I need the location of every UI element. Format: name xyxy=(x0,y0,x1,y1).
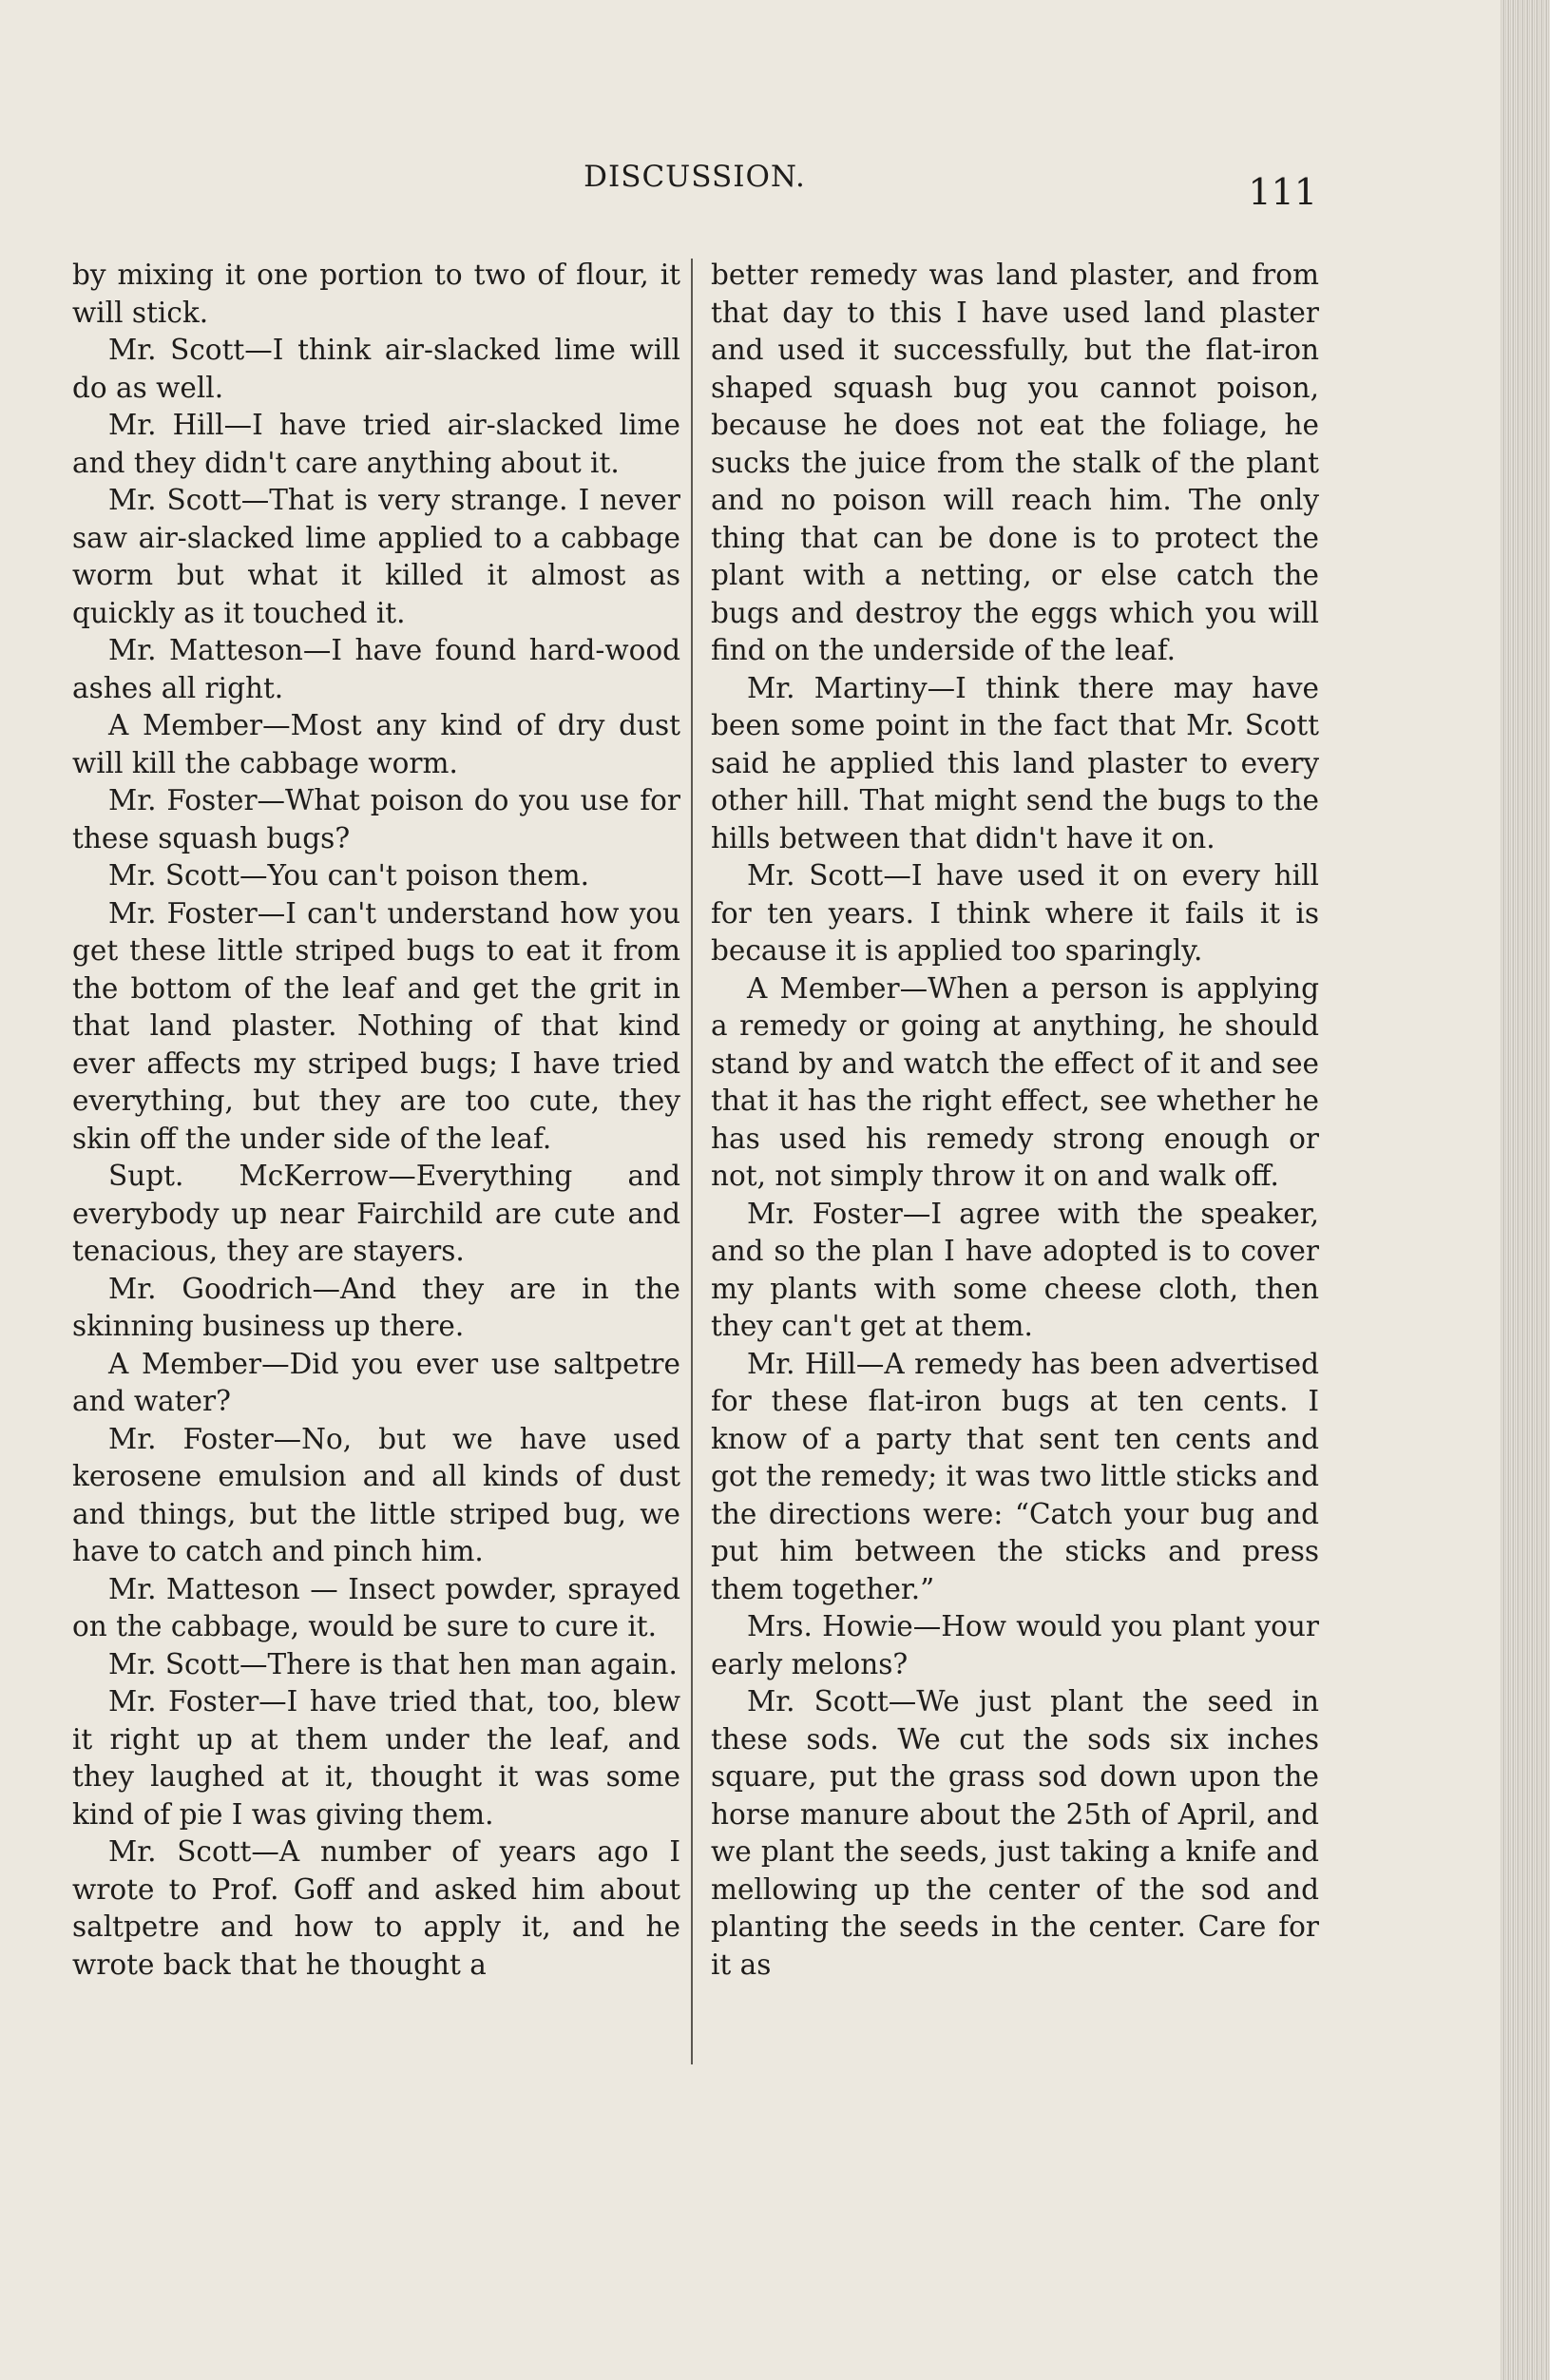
paragraph: Supt. McKerrow—Everything and everybody up near Fairchild are cute and tenacious, they are stayers. xyxy=(72,1160,680,1267)
paragraph: Mr. Scott—We just plant the seed in these sods. We cut the sods six inches square, put the grass sod down upon the horse manure about the 25th of April, and we plant the seeds, just taking a knife and mellowing up the center of the sod and planting the seeds in the center. Care for it as xyxy=(711,1685,1319,1981)
paragraph: Mr. Foster—I have tried that, too, blew it right up at them under the leaf, and they laughed at it, thought it was some kind of pie I was giving them. xyxy=(72,1685,680,1831)
paragraph: Mr. Scott—That is very strange. I never saw air-slacked lime applied to a cabbage worm but what it killed it almost as quickly as it touched it. xyxy=(72,484,680,629)
paragraph: Mr. Hill—I have tried air-slacked lime and they didn't care anything about it. xyxy=(72,409,680,479)
paragraph: Mr. Foster—What poison do you use for these squash bugs? xyxy=(72,784,680,854)
paragraph: Mrs. Howie—How would you plant your early melons? xyxy=(711,1610,1319,1680)
running-head: DISCUSSION. xyxy=(584,160,806,194)
paragraph: Mr. Matteson—I have found hard-wood ashes all right. xyxy=(72,634,680,704)
page-edge xyxy=(1501,0,1550,2380)
paragraph: Mr. Matteson — Insect powder, sprayed on the cabbage, would be sure to cure it. xyxy=(72,1572,680,1642)
paragraph: Mr. Foster—No, but we have used kerosene emulsion and all kinds of dust and things, but the little striped bug, we have to catch and pinch him. xyxy=(72,1422,680,1567)
paragraph: better remedy was land plaster, and from that day to this I have used land plaster and used it successfully, but the flat-iron shaped squash bug you cannot poison, because he does not eat the foliage, he sucks the juice from the stalk of the plant and no poison will reach him. The only thing that can be done is to protect the plant with a netting, or else catch the bugs and destroy the eggs which you will find on the underside of the leaf. xyxy=(711,259,1319,666)
paragraph: Mr. Foster—I agree with the speaker, and so the plan I have adopted is to cover my plants with some cheese cloth, then they can't get at them. xyxy=(711,1197,1319,1342)
paragraph: Mr. Foster—I can't understand how you get these little striped bugs to eat it from the bottom of the leaf and get the grit in that land plaster. Nothing of that kind ever affects my striped bugs; I have tried everything, but they are too cute, they skin off the under side of the leaf. xyxy=(72,896,680,1155)
paragraph: Mr. Goodrich—And they are in the skinning business up there. xyxy=(72,1272,680,1342)
page-number: 111 xyxy=(1248,171,1317,213)
paragraph: A Member—Most any kind of dry dust will kill the cabbage worm. xyxy=(72,709,680,779)
paragraph: Mr. Hill—A remedy has been advertised for these flat-iron bugs at ten cents. I know of a party that sent ten cents and got the remedy; it was two little sticks and the directions were: “Catch your bug and put him between the sticks and press them together.” xyxy=(711,1347,1319,1605)
left-column xyxy=(72,257,680,1984)
column-divider xyxy=(691,259,693,2064)
page-header xyxy=(72,160,1317,217)
paragraph: Mr. Scott—I think air-slacked lime will do as well. xyxy=(72,334,680,404)
paragraph: Mr. Scott—I have used it on every hill for ten years. I think where it fails it is because it is applied too sparingly. xyxy=(711,859,1319,967)
paragraph: Mr. Martiny—I think there may have been some point in the fact that Mr. Scott said he applied this land plaster to every other hill. That might send the bugs to the hills between that didn't have it on. xyxy=(711,671,1319,854)
right-column xyxy=(711,257,1319,1984)
paragraph: A Member—When a person is applying a remedy or going at anything, he should stand by and watch the effect of it and see that it has the right effect, see whether he has used his remedy strong enough or not, not simply throw it on and walk off. xyxy=(711,971,1319,1192)
paragraph: Mr. Scott—A number of years ago I wrote to Prof. Goff and asked him about saltpetre and how to apply it, and he wrote back that he thought a xyxy=(72,1835,680,1981)
paragraph: by mixing it one portion to two of flour, it will stick. xyxy=(72,259,680,329)
paragraph: Mr. Scott—You can't poison them. xyxy=(108,859,590,892)
paragraph: A Member—Did you ever use saltpetre and water? xyxy=(72,1347,680,1417)
paragraph: Mr. Scott—There is that hen man again. xyxy=(108,1647,678,1680)
